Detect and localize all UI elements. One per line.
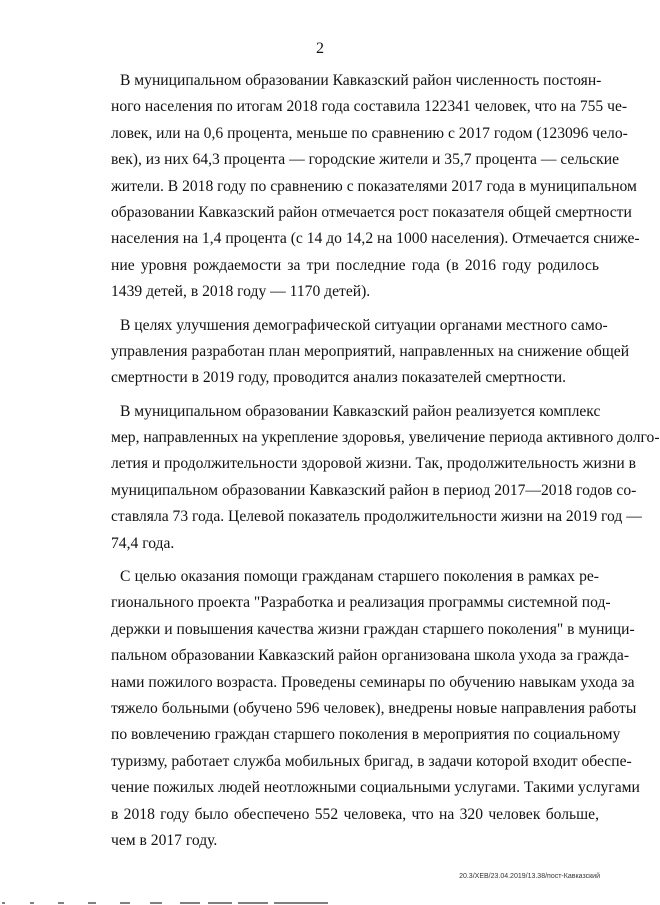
paragraph-elderly-support [111, 564, 640, 854]
page-number: 2 [316, 40, 324, 57]
text-line: тяжело больными (обучено 596 человек), внедрены новые направления работы [111, 699, 637, 717]
text-line: населения на 1,4 процента (с 14 до 14,2 на 1000 населения). Отмечается сниже- [111, 230, 640, 248]
text-line: летия и продолжительности здоровой жизни. Так, продолжительность жизни в [111, 455, 636, 473]
text-line: смертности в 2019 году, проводится анализ показателей смертности. [111, 369, 567, 387]
text-line: чем в 2017 году. [111, 831, 218, 849]
text-line: ловек, или на 0,6 процента, меньше по сравнению с 2017 годом (123096 чело- [111, 124, 628, 142]
text-line: жители. В 2018 году по сравнению с показателями 2017 года в муниципальном [111, 177, 637, 195]
text-line: муниципальном образовании Кавказский район в период 2017—2018 годов со- [111, 481, 637, 499]
text-line: нами пожилого возраста. Проведены семинары по обучению навыкам ухода за [111, 673, 635, 691]
text-line: туризму, работает служба мобильных бригад, в задачи которой входит обеспе- [111, 752, 632, 770]
text-line: по вовлечению граждан старшего поколения в мероприятия по социальному [111, 726, 621, 744]
text-line: управления разработан план мероприятий, направленных на снижение общей [111, 342, 630, 360]
paragraph-population [111, 68, 640, 306]
text-line: ставляла 73 года. Целевой показатель продолжительности жизни на 2019 год — [111, 508, 642, 526]
text-line: гионального проекта "Разработка и реализация программы системной под- [111, 594, 611, 612]
text-line: мер, направленных на укрепление здоровья, увеличение периода активного долго- [111, 429, 660, 447]
text-line: в 2018 году было обеспечено 552 человека, что на 320 человек больше, [111, 805, 599, 823]
text-line: С целью оказания помощи гражданам старшего поколения в рамках ре- [120, 568, 599, 586]
text-line: образовании Кавказский район отмечается рост показателя общей смертности [111, 203, 632, 221]
text-line: пальном образовании Кавказский район организована школа ухода за гражда- [111, 647, 630, 665]
document-body [111, 68, 660, 854]
text-line: 74,4 года. [111, 534, 175, 552]
text-line: В целях улучшения демографической ситуации органами местного само- [120, 316, 608, 334]
text-line: 1439 детей, в 2018 году — 1170 детей). [111, 283, 371, 301]
text-line: В муниципальном образовании Кавказский район численность постоян- [120, 72, 602, 89]
text-line: ние уровня рождаемости за три последние года (в 2016 году родилось [111, 256, 599, 274]
text-line: держки и повышения качества жизни граждан старшего поколения" в муници- [111, 620, 635, 638]
paragraph-demography-plan [111, 313, 630, 392]
text-line: век), из них 64,3 процента — городские жители и 35,7 процента — сельские [111, 151, 620, 169]
text-line: чение пожилых людей неотложными социальными услугами. Такими услугами [111, 779, 640, 797]
scan-artifact-dashes [0, 897, 330, 905]
paragraph-life-expectancy [111, 399, 660, 557]
text-line: В муниципальном образовании Кавказский район реализуется комплекс [120, 402, 601, 420]
text-line: ного населения по итогам 2018 года составила 122341 человек, что на 755 че- [111, 98, 628, 116]
document-registration-stamp: 20.3/ХЕВ/23.04.2019/13.38/пост-Кавказский [459, 873, 600, 880]
